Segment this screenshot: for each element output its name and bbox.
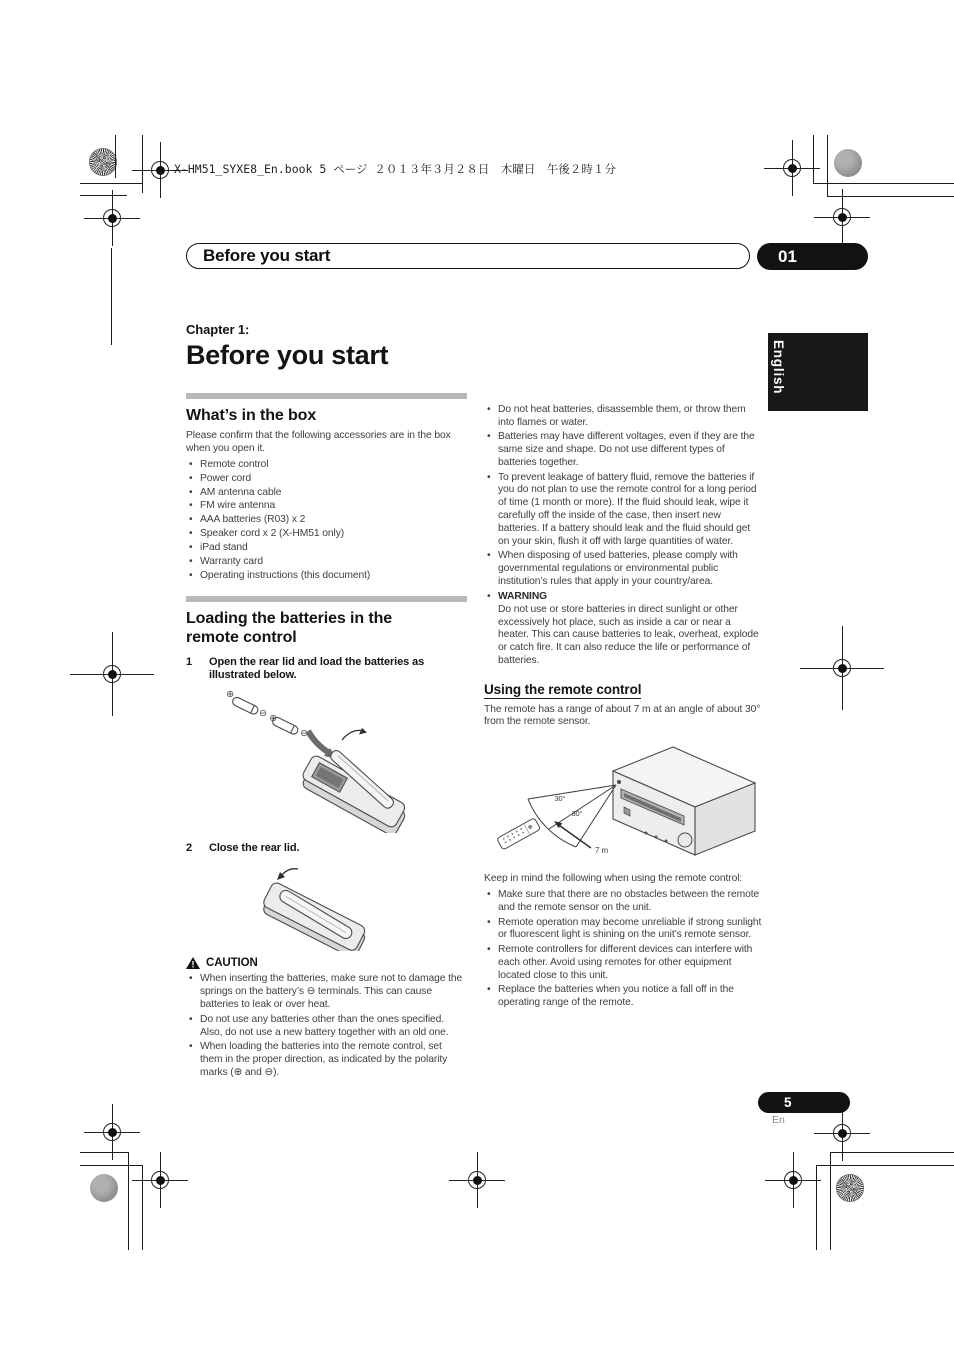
crosshair-mark <box>764 140 820 196</box>
crosshair-mark <box>70 632 154 716</box>
chapter-number-badge: 01 <box>757 243 868 270</box>
gray-dot-mark <box>90 1174 118 1202</box>
step-text: Close the rear lid. <box>209 841 300 854</box>
list-item: • Remote operation may become unreliable if strong sunlight or fluorescent light is shining on the unit’s remote sensor. <box>484 917 762 943</box>
crosshair-mark <box>814 189 870 245</box>
polarity-minus: ⊖ <box>300 727 308 739</box>
list-item: • Power cord <box>186 473 467 486</box>
list-item: • Speaker cord x 2 (X-HM51 only) <box>186 528 467 541</box>
list-item: • When loading the batteries into the remote control, set them in the proper direction, as indicated by the polarity marks (⊕ and ⊖). <box>186 1041 467 1080</box>
list-item: • AAA batteries (R03) x 2 <box>186 514 467 527</box>
list-item: • Make sure that there are no obstacles between the remote and the remote sensor on the unit. <box>484 889 762 915</box>
step-number: 1 <box>186 655 193 668</box>
caution-list <box>186 973 467 1079</box>
page-language-label: En <box>772 1114 785 1126</box>
step-1 <box>186 656 467 683</box>
page-title: Before you start <box>186 339 389 370</box>
gray-dot-mark <box>834 149 862 177</box>
step-2 <box>186 842 467 856</box>
crosshair-mark <box>765 1152 821 1208</box>
language-side-tab <box>768 333 868 411</box>
list-item: • Remote controllers for different devices can interfere with each other. Avoid using remotes for other equipment located close to this unit. <box>484 944 762 983</box>
crosshair-mark <box>132 1152 188 1208</box>
list-item: • FM wire antenna <box>186 500 467 513</box>
caution-label: CAUTION <box>206 957 258 970</box>
running-header-title: Before you start <box>203 246 331 265</box>
step-number: 2 <box>186 841 193 854</box>
battery-insert-illustration <box>204 687 469 833</box>
list-item: • When disposing of used batteries, please comply with governmental regulations or environmental public institution’s rules that apply in your country/area. <box>484 550 762 589</box>
polarity-plus: ⊕ <box>269 712 277 724</box>
list-item: • Batteries may have different voltages, even if they are the same size and shape. Do not use different types of batteries together. <box>484 431 762 470</box>
list-item: • iPad stand <box>186 542 467 555</box>
list-item: • Operating instructions (this document) <box>186 570 467 583</box>
warning-text: Do not use or store batteries in direct sunlight or other excessively hot place, such as inside a car or near a heater. This can cause batteries to leak, overheat, explode or catch fire. It can also reduce the life or performance of batteries. <box>498 603 759 667</box>
chapter-label: Chapter 1: <box>186 322 250 337</box>
battery-notes-list <box>484 404 762 668</box>
using-remote-intro: The remote has a range of about 7 m at an angle of about 30° from the remote sensor. <box>484 703 761 728</box>
caution-icon <box>186 957 200 970</box>
angle-label-upper: 30° <box>554 794 566 804</box>
section-heading-whats-in-box: What’s in the box <box>186 406 317 424</box>
list-item: • When inserting the batteries, make sure not to damage the springs on the battery’s ⊖ terminals. This can cause batteries to leak or over heat. <box>186 973 467 1012</box>
list-item: • Do not heat batteries, disassemble them, or throw them into flames or water. <box>484 404 762 430</box>
remote-range-illustration <box>488 737 760 871</box>
section-heading-using-remote: Using the remote control <box>484 681 642 697</box>
list-item: • Do not use any batteries other than the ones specified. Also, do not use a new battery together with an old one. <box>186 1014 467 1040</box>
crosshair-mark <box>84 190 140 246</box>
starburst-mark <box>89 148 117 176</box>
file-info-text: X-HM51_SYXE8_En.book 5 ページ ２０１３年３月２８日 木曜日 午後２時１分 <box>174 162 616 176</box>
page-number-badge: 5 <box>758 1092 850 1113</box>
range-label: 7 m <box>595 846 609 856</box>
section-divider <box>186 596 467 602</box>
angle-label-lower: 30° <box>571 809 583 819</box>
section-divider <box>186 393 467 399</box>
starburst-mark <box>836 1174 864 1202</box>
insert-arrow <box>308 731 329 753</box>
list-item: • To prevent leakage of battery fluid, remove the batteries if you do not plan to use the remote control for a long period of time (1 month or more). If the fluid should leak, wipe it carefully off the inside of the case, then insert new batteries. If a battery should leak and the fluid should get on your skin, flush it off with large quantities of water. <box>484 472 762 549</box>
caution-header <box>186 957 467 970</box>
keep-in-mind-intro: Keep in mind the following when using the remote control: <box>484 873 743 885</box>
step-text: Open the rear lid and load the batteries as illustrated below. <box>209 655 425 682</box>
polarity-minus: ⊖ <box>259 707 267 719</box>
list-item: • Remote control <box>186 459 467 472</box>
remote-notes-list <box>484 889 762 1010</box>
list-item: • Replace the batteries when you notice a fall off in the operating range of the remote. <box>484 984 762 1010</box>
svg-text:!: ! <box>191 959 195 970</box>
crosshair-mark <box>449 1152 505 1208</box>
running-header-bar <box>186 243 750 269</box>
whats-in-box-intro: Please confirm that the following accessories are in the box when you open it. <box>186 429 451 454</box>
list-item: • AM antenna cable <box>186 487 467 500</box>
accessory-list <box>186 459 467 583</box>
crosshair-mark <box>800 626 884 710</box>
section-heading-loading-batteries: Loading the batteries in the remote control <box>186 609 393 646</box>
warning-label: • WARNING <box>498 590 548 602</box>
remote-close-illustration <box>250 859 410 951</box>
warning-item <box>484 591 762 668</box>
right-column <box>484 402 762 1011</box>
list-item: • Warranty card <box>186 556 467 569</box>
polarity-plus: ⊕ <box>226 688 234 700</box>
left-column <box>186 324 467 1081</box>
language-side-tab-label: English <box>771 340 786 395</box>
